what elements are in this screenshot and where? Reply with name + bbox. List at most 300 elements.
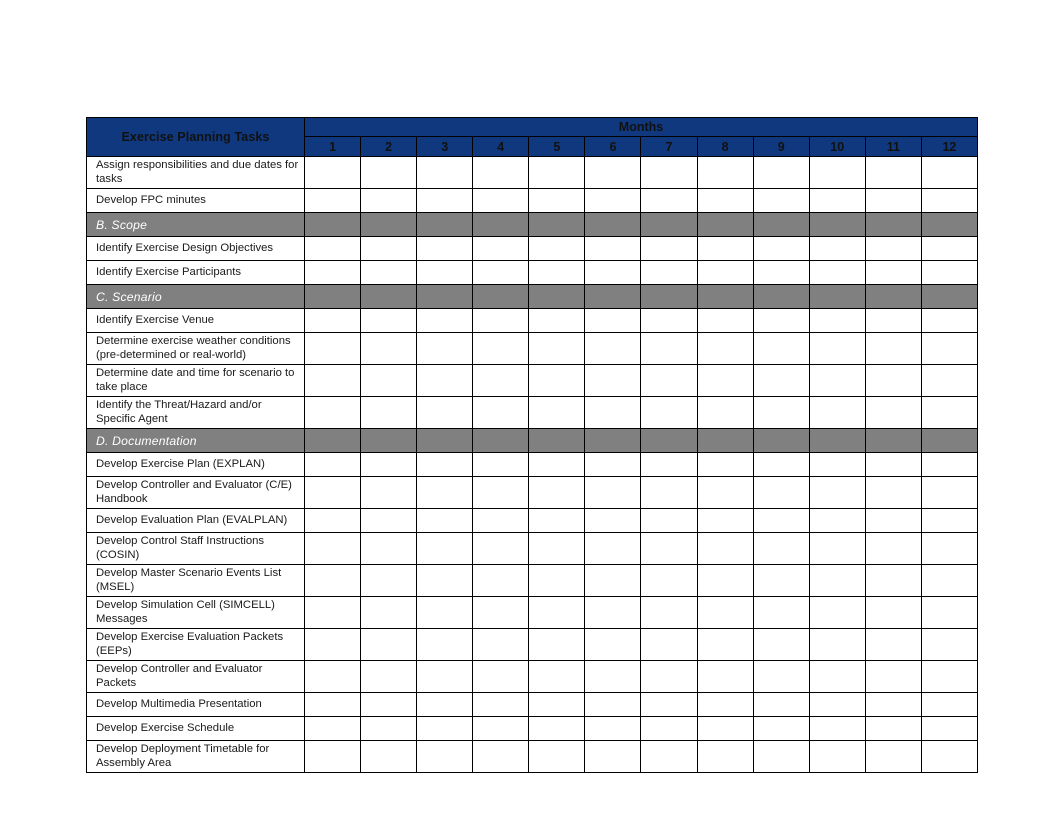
month-cell-5[interactable] xyxy=(529,189,585,213)
table-row xyxy=(87,261,978,285)
month-cell-6[interactable] xyxy=(585,597,641,629)
month-cell-10[interactable] xyxy=(809,261,865,285)
section-month-cell-12 xyxy=(921,429,977,453)
month-cell-1[interactable] xyxy=(305,365,361,397)
month-cell-11[interactable] xyxy=(865,333,921,365)
task-label: Determine date and time for scenario to take place xyxy=(87,365,305,397)
month-header-11: 11 xyxy=(865,137,921,157)
month-cell-4[interactable] xyxy=(473,397,529,429)
month-cell-9[interactable] xyxy=(753,333,809,365)
month-cell-7[interactable] xyxy=(641,741,697,773)
month-header-8: 8 xyxy=(697,137,753,157)
month-cell-9[interactable] xyxy=(753,509,809,533)
section-month-cell-6 xyxy=(585,285,641,309)
month-cell-3[interactable] xyxy=(417,629,473,661)
month-cell-5[interactable] xyxy=(529,309,585,333)
month-cell-6[interactable] xyxy=(585,237,641,261)
table-row xyxy=(87,717,978,741)
month-cell-3[interactable] xyxy=(417,365,473,397)
month-cell-7[interactable] xyxy=(641,629,697,661)
month-cell-3[interactable] xyxy=(417,717,473,741)
month-cell-3[interactable] xyxy=(417,333,473,365)
month-cell-12[interactable] xyxy=(921,717,977,741)
months-group-header: Months xyxy=(305,118,978,137)
month-cell-7[interactable] xyxy=(641,453,697,477)
month-cell-8[interactable] xyxy=(697,237,753,261)
task-label: Develop Controller and Evaluator Packets xyxy=(87,661,305,693)
month-cell-1[interactable] xyxy=(305,189,361,213)
month-cell-11[interactable] xyxy=(865,717,921,741)
month-cell-5[interactable] xyxy=(529,565,585,597)
month-cell-1[interactable] xyxy=(305,533,361,565)
section-row xyxy=(87,429,978,453)
task-label: Develop FPC minutes xyxy=(87,189,305,213)
month-cell-7[interactable] xyxy=(641,157,697,189)
month-cell-7[interactable] xyxy=(641,189,697,213)
month-cell-9[interactable] xyxy=(753,661,809,693)
month-cell-11[interactable] xyxy=(865,661,921,693)
month-cell-5[interactable] xyxy=(529,477,585,509)
month-cell-6[interactable] xyxy=(585,397,641,429)
month-cell-9[interactable] xyxy=(753,309,809,333)
month-cell-6[interactable] xyxy=(585,509,641,533)
month-cell-3[interactable] xyxy=(417,397,473,429)
task-label: Develop Evaluation Plan (EVALPLAN) xyxy=(87,509,305,533)
month-cell-4[interactable] xyxy=(473,189,529,213)
month-cell-7[interactable] xyxy=(641,565,697,597)
month-cell-7[interactable] xyxy=(641,597,697,629)
month-cell-9[interactable] xyxy=(753,261,809,285)
month-cell-11[interactable] xyxy=(865,237,921,261)
month-cell-4[interactable] xyxy=(473,477,529,509)
month-cell-2[interactable] xyxy=(361,509,417,533)
month-cell-2[interactable] xyxy=(361,741,417,773)
month-cell-5[interactable] xyxy=(529,741,585,773)
month-cell-1[interactable] xyxy=(305,717,361,741)
month-cell-12[interactable] xyxy=(921,261,977,285)
section-month-cell-7 xyxy=(641,429,697,453)
month-cell-5[interactable] xyxy=(529,629,585,661)
section-month-cell-6 xyxy=(585,429,641,453)
section-month-cell-3 xyxy=(417,213,473,237)
month-cell-12[interactable] xyxy=(921,477,977,509)
month-cell-3[interactable] xyxy=(417,309,473,333)
section-month-cell-2 xyxy=(361,429,417,453)
month-header-5: 5 xyxy=(529,137,585,157)
month-cell-7[interactable] xyxy=(641,237,697,261)
month-cell-4[interactable] xyxy=(473,565,529,597)
month-cell-9[interactable] xyxy=(753,189,809,213)
month-cell-1[interactable] xyxy=(305,237,361,261)
month-cell-2[interactable] xyxy=(361,661,417,693)
table-row xyxy=(87,693,978,717)
month-cell-12[interactable] xyxy=(921,189,977,213)
month-cell-11[interactable] xyxy=(865,397,921,429)
task-label: Identify the Threat/Hazard and/or Specific Agent xyxy=(87,397,305,429)
month-cell-3[interactable] xyxy=(417,157,473,189)
task-label: Develop Master Scenario Events List (MSEL) xyxy=(87,565,305,597)
month-cell-9[interactable] xyxy=(753,477,809,509)
table-row xyxy=(87,565,978,597)
table-row xyxy=(87,661,978,693)
month-cell-10[interactable] xyxy=(809,397,865,429)
month-cell-9[interactable] xyxy=(753,533,809,565)
month-cell-2[interactable] xyxy=(361,333,417,365)
month-cell-6[interactable] xyxy=(585,189,641,213)
month-cell-12[interactable] xyxy=(921,565,977,597)
month-cell-9[interactable] xyxy=(753,693,809,717)
month-cell-10[interactable] xyxy=(809,741,865,773)
month-cell-4[interactable] xyxy=(473,533,529,565)
month-cell-9[interactable] xyxy=(753,157,809,189)
month-cell-7[interactable] xyxy=(641,309,697,333)
month-cell-1[interactable] xyxy=(305,333,361,365)
month-cell-3[interactable] xyxy=(417,565,473,597)
task-column-header: Exercise Planning Tasks xyxy=(87,118,305,157)
section-month-cell-11 xyxy=(865,213,921,237)
section-month-cell-9 xyxy=(753,213,809,237)
month-cell-6[interactable] xyxy=(585,333,641,365)
month-header-2: 2 xyxy=(361,137,417,157)
month-cell-8[interactable] xyxy=(697,693,753,717)
section-month-cell-3 xyxy=(417,429,473,453)
month-cell-11[interactable] xyxy=(865,629,921,661)
section-month-cell-1 xyxy=(305,213,361,237)
month-header-1: 1 xyxy=(305,137,361,157)
month-cell-10[interactable] xyxy=(809,717,865,741)
month-cell-4[interactable] xyxy=(473,237,529,261)
month-cell-4[interactable] xyxy=(473,693,529,717)
month-cell-11[interactable] xyxy=(865,453,921,477)
month-cell-6[interactable] xyxy=(585,365,641,397)
month-cell-4[interactable] xyxy=(473,157,529,189)
section-month-cell-3 xyxy=(417,285,473,309)
month-cell-1[interactable] xyxy=(305,597,361,629)
month-header-4: 4 xyxy=(473,137,529,157)
task-label: Develop Control Staff Instructions (COSIN) xyxy=(87,533,305,565)
section-month-cell-4 xyxy=(473,429,529,453)
month-cell-2[interactable] xyxy=(361,629,417,661)
month-cell-6[interactable] xyxy=(585,717,641,741)
month-cell-1[interactable] xyxy=(305,261,361,285)
month-header-9: 9 xyxy=(753,137,809,157)
month-cell-8[interactable] xyxy=(697,333,753,365)
month-cell-4[interactable] xyxy=(473,629,529,661)
month-cell-11[interactable] xyxy=(865,533,921,565)
month-cell-12[interactable] xyxy=(921,509,977,533)
month-cell-8[interactable] xyxy=(697,157,753,189)
month-cell-2[interactable] xyxy=(361,597,417,629)
month-cell-2[interactable] xyxy=(361,309,417,333)
section-month-cell-10 xyxy=(809,213,865,237)
month-cell-10[interactable] xyxy=(809,309,865,333)
month-cell-2[interactable] xyxy=(361,533,417,565)
month-cell-5[interactable] xyxy=(529,261,585,285)
month-cell-10[interactable] xyxy=(809,189,865,213)
task-label: Determine exercise weather conditions (pre-determined or real-world) xyxy=(87,333,305,365)
month-cell-5[interactable] xyxy=(529,661,585,693)
month-cell-9[interactable] xyxy=(753,365,809,397)
month-cell-11[interactable] xyxy=(865,509,921,533)
month-cell-11[interactable] xyxy=(865,741,921,773)
table-header xyxy=(87,118,978,157)
month-cell-2[interactable] xyxy=(361,693,417,717)
month-cell-5[interactable] xyxy=(529,157,585,189)
month-cell-1[interactable] xyxy=(305,477,361,509)
month-cell-2[interactable] xyxy=(361,237,417,261)
month-cell-8[interactable] xyxy=(697,189,753,213)
month-cell-2[interactable] xyxy=(361,453,417,477)
month-cell-5[interactable] xyxy=(529,597,585,629)
month-cell-6[interactable] xyxy=(585,629,641,661)
month-cell-9[interactable] xyxy=(753,629,809,661)
month-cell-10[interactable] xyxy=(809,661,865,693)
month-cell-10[interactable] xyxy=(809,237,865,261)
month-cell-8[interactable] xyxy=(697,629,753,661)
month-cell-9[interactable] xyxy=(753,565,809,597)
month-cell-4[interactable] xyxy=(473,509,529,533)
month-cell-1[interactable] xyxy=(305,309,361,333)
month-cell-12[interactable] xyxy=(921,157,977,189)
month-cell-6[interactable] xyxy=(585,309,641,333)
month-cell-6[interactable] xyxy=(585,693,641,717)
section-month-cell-2 xyxy=(361,285,417,309)
month-cell-2[interactable] xyxy=(361,397,417,429)
month-cell-7[interactable] xyxy=(641,333,697,365)
month-cell-10[interactable] xyxy=(809,629,865,661)
month-cell-12[interactable] xyxy=(921,397,977,429)
month-cell-8[interactable] xyxy=(697,477,753,509)
month-cell-9[interactable] xyxy=(753,597,809,629)
month-cell-10[interactable] xyxy=(809,333,865,365)
month-cell-3[interactable] xyxy=(417,693,473,717)
month-cell-9[interactable] xyxy=(753,741,809,773)
month-cell-6[interactable] xyxy=(585,453,641,477)
section-month-cell-9 xyxy=(753,285,809,309)
month-cell-12[interactable] xyxy=(921,693,977,717)
month-cell-3[interactable] xyxy=(417,261,473,285)
month-cell-3[interactable] xyxy=(417,741,473,773)
month-cell-12[interactable] xyxy=(921,533,977,565)
month-cell-6[interactable] xyxy=(585,741,641,773)
month-cell-12[interactable] xyxy=(921,333,977,365)
task-label: Identify Exercise Design Objectives xyxy=(87,237,305,261)
month-cell-4[interactable] xyxy=(473,741,529,773)
month-cell-4[interactable] xyxy=(473,717,529,741)
month-cell-8[interactable] xyxy=(697,597,753,629)
month-cell-12[interactable] xyxy=(921,237,977,261)
month-cell-8[interactable] xyxy=(697,453,753,477)
month-cell-5[interactable] xyxy=(529,453,585,477)
month-cell-5[interactable] xyxy=(529,237,585,261)
month-cell-6[interactable] xyxy=(585,661,641,693)
month-cell-10[interactable] xyxy=(809,157,865,189)
month-cell-4[interactable] xyxy=(473,661,529,693)
table-row xyxy=(87,333,978,365)
table-row xyxy=(87,189,978,213)
table-row xyxy=(87,453,978,477)
section-row xyxy=(87,213,978,237)
month-cell-10[interactable] xyxy=(809,477,865,509)
month-cell-12[interactable] xyxy=(921,629,977,661)
table-row xyxy=(87,157,978,189)
month-cell-11[interactable] xyxy=(865,365,921,397)
month-cell-6[interactable] xyxy=(585,565,641,597)
month-cell-8[interactable] xyxy=(697,509,753,533)
month-cell-8[interactable] xyxy=(697,309,753,333)
table-row xyxy=(87,533,978,565)
month-cell-3[interactable] xyxy=(417,597,473,629)
month-cell-12[interactable] xyxy=(921,661,977,693)
month-cell-7[interactable] xyxy=(641,693,697,717)
month-cell-2[interactable] xyxy=(361,261,417,285)
month-cell-7[interactable] xyxy=(641,365,697,397)
month-cell-8[interactable] xyxy=(697,717,753,741)
month-cell-11[interactable] xyxy=(865,261,921,285)
month-cell-10[interactable] xyxy=(809,533,865,565)
month-cell-10[interactable] xyxy=(809,453,865,477)
month-cell-8[interactable] xyxy=(697,565,753,597)
month-cell-10[interactable] xyxy=(809,365,865,397)
section-label: C. Scenario xyxy=(87,285,305,309)
month-cell-11[interactable] xyxy=(865,309,921,333)
month-cell-9[interactable] xyxy=(753,717,809,741)
month-cell-3[interactable] xyxy=(417,533,473,565)
month-cell-12[interactable] xyxy=(921,741,977,773)
month-cell-4[interactable] xyxy=(473,597,529,629)
table-row xyxy=(87,629,978,661)
table-row xyxy=(87,237,978,261)
month-cell-5[interactable] xyxy=(529,333,585,365)
month-cell-9[interactable] xyxy=(753,453,809,477)
month-cell-2[interactable] xyxy=(361,717,417,741)
month-cell-4[interactable] xyxy=(473,333,529,365)
month-cell-11[interactable] xyxy=(865,189,921,213)
section-label: D. Documentation xyxy=(87,429,305,453)
month-cell-3[interactable] xyxy=(417,453,473,477)
section-month-cell-5 xyxy=(529,429,585,453)
month-cell-6[interactable] xyxy=(585,533,641,565)
section-month-cell-5 xyxy=(529,213,585,237)
month-cell-5[interactable] xyxy=(529,365,585,397)
month-cell-1[interactable] xyxy=(305,741,361,773)
month-cell-3[interactable] xyxy=(417,477,473,509)
month-cell-7[interactable] xyxy=(641,509,697,533)
section-month-cell-4 xyxy=(473,213,529,237)
month-cell-12[interactable] xyxy=(921,453,977,477)
month-cell-2[interactable] xyxy=(361,157,417,189)
month-cell-3[interactable] xyxy=(417,237,473,261)
header-row-top xyxy=(87,118,978,137)
section-month-cell-11 xyxy=(865,285,921,309)
month-cell-8[interactable] xyxy=(697,365,753,397)
month-cell-7[interactable] xyxy=(641,717,697,741)
month-cell-5[interactable] xyxy=(529,509,585,533)
month-header-3: 3 xyxy=(417,137,473,157)
month-cell-11[interactable] xyxy=(865,477,921,509)
month-cell-4[interactable] xyxy=(473,365,529,397)
month-cell-12[interactable] xyxy=(921,365,977,397)
planning-tasks-table xyxy=(86,117,978,773)
month-cell-5[interactable] xyxy=(529,717,585,741)
month-cell-2[interactable] xyxy=(361,189,417,213)
month-cell-7[interactable] xyxy=(641,261,697,285)
month-cell-2[interactable] xyxy=(361,565,417,597)
month-cell-6[interactable] xyxy=(585,261,641,285)
month-cell-11[interactable] xyxy=(865,565,921,597)
section-month-cell-2 xyxy=(361,213,417,237)
month-cell-7[interactable] xyxy=(641,533,697,565)
month-cell-4[interactable] xyxy=(473,453,529,477)
section-month-cell-12 xyxy=(921,213,977,237)
month-cell-1[interactable] xyxy=(305,509,361,533)
month-cell-10[interactable] xyxy=(809,565,865,597)
month-cell-7[interactable] xyxy=(641,477,697,509)
month-header-10: 10 xyxy=(809,137,865,157)
section-month-cell-8 xyxy=(697,429,753,453)
month-cell-11[interactable] xyxy=(865,693,921,717)
month-cell-12[interactable] xyxy=(921,597,977,629)
task-label: Develop Deployment Timetable for Assembly Area xyxy=(87,741,305,773)
month-cell-1[interactable] xyxy=(305,693,361,717)
month-cell-1[interactable] xyxy=(305,397,361,429)
month-cell-4[interactable] xyxy=(473,309,529,333)
month-cell-7[interactable] xyxy=(641,397,697,429)
task-label: Identify Exercise Venue xyxy=(87,309,305,333)
month-cell-11[interactable] xyxy=(865,597,921,629)
month-cell-5[interactable] xyxy=(529,533,585,565)
table-row xyxy=(87,309,978,333)
month-cell-9[interactable] xyxy=(753,397,809,429)
month-cell-1[interactable] xyxy=(305,661,361,693)
month-cell-7[interactable] xyxy=(641,661,697,693)
task-label: Develop Simulation Cell (SIMCELL) Messages xyxy=(87,597,305,629)
task-label: Identify Exercise Participants xyxy=(87,261,305,285)
month-cell-10[interactable] xyxy=(809,509,865,533)
section-month-cell-12 xyxy=(921,285,977,309)
month-cell-2[interactable] xyxy=(361,477,417,509)
month-cell-3[interactable] xyxy=(417,661,473,693)
month-header-12: 12 xyxy=(921,137,977,157)
month-cell-8[interactable] xyxy=(697,533,753,565)
month-cell-3[interactable] xyxy=(417,509,473,533)
month-cell-10[interactable] xyxy=(809,597,865,629)
month-cell-6[interactable] xyxy=(585,157,641,189)
month-cell-3[interactable] xyxy=(417,189,473,213)
month-cell-12[interactable] xyxy=(921,309,977,333)
month-cell-8[interactable] xyxy=(697,661,753,693)
month-cell-4[interactable] xyxy=(473,261,529,285)
month-cell-1[interactable] xyxy=(305,157,361,189)
table-row xyxy=(87,477,978,509)
month-cell-5[interactable] xyxy=(529,693,585,717)
task-label: Assign responsibilities and due dates for tasks xyxy=(87,157,305,189)
month-cell-8[interactable] xyxy=(697,741,753,773)
month-cell-8[interactable] xyxy=(697,397,753,429)
month-cell-10[interactable] xyxy=(809,693,865,717)
month-cell-11[interactable] xyxy=(865,157,921,189)
month-cell-6[interactable] xyxy=(585,477,641,509)
month-cell-8[interactable] xyxy=(697,261,753,285)
month-cell-5[interactable] xyxy=(529,397,585,429)
month-cell-1[interactable] xyxy=(305,565,361,597)
month-cell-1[interactable] xyxy=(305,629,361,661)
month-cell-9[interactable] xyxy=(753,237,809,261)
table-row xyxy=(87,597,978,629)
month-cell-2[interactable] xyxy=(361,365,417,397)
month-cell-1[interactable] xyxy=(305,453,361,477)
section-month-cell-8 xyxy=(697,285,753,309)
